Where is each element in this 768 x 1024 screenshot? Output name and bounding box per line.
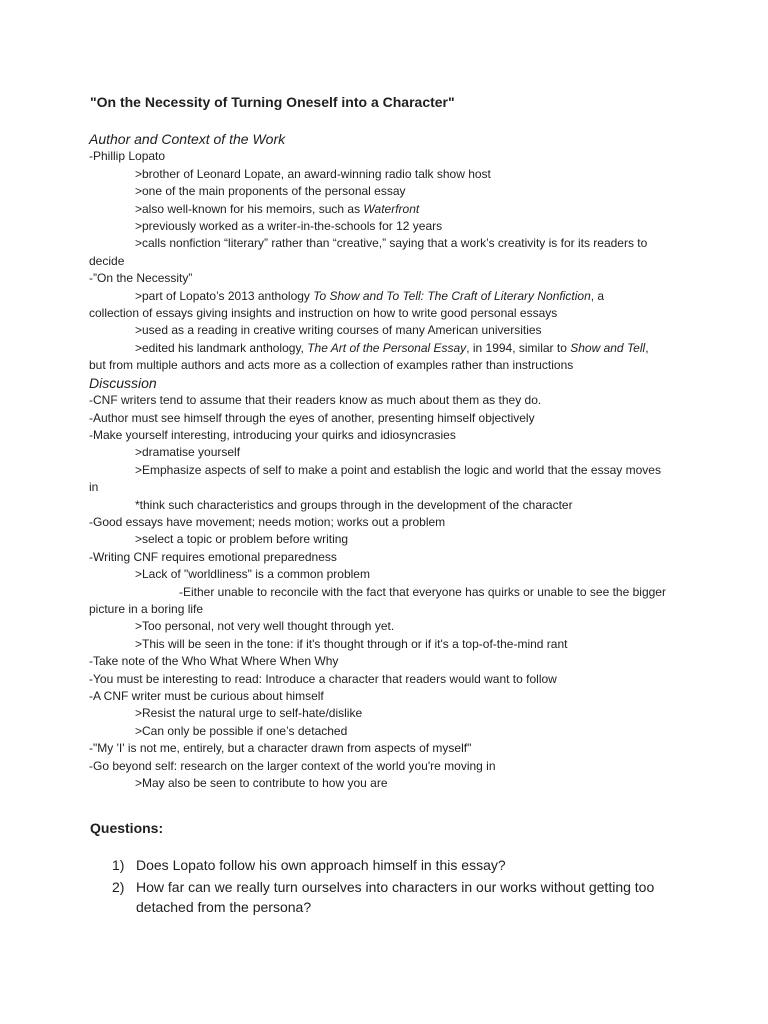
document-title: "On the Necessity of Turning Oneself into a Character" <box>90 94 455 110</box>
notes-body <box>89 131 689 792</box>
memoir-title: Waterfront <box>363 201 420 216</box>
author-point: >previously worked as a writer-in-the-schools for 12 years <box>135 219 443 234</box>
essay-point-anthology <box>89 288 689 305</box>
author-point: >brother of Leonard Lopate, an award-winning radio talk show host <box>135 166 491 181</box>
section-heading-discussion: Discussion <box>89 374 157 391</box>
discussion-subpoint: >select a topic or problem before writing <box>135 532 349 547</box>
discussion-subpoint: >Emphasize aspects of self to make a point and establish the logic and world that the essay moves <box>135 462 661 477</box>
questions-list <box>90 855 690 919</box>
discussion-line: -You must be interesting to read: Introduce a character that readers would want to follow <box>89 671 557 686</box>
essay-name-line: -”On the Necessity” <box>89 271 193 286</box>
section-heading-author-context: Author and Context of the Work <box>89 131 286 147</box>
edited-text-post: , <box>645 340 649 355</box>
essay-point-anthology-continuation: collection of essays giving insights and instruction on how to write good personal essays <box>89 306 558 321</box>
anthology-text-post: , a <box>590 288 605 303</box>
essay-point: >used as a reading in creative writing courses of many American universities <box>135 323 542 338</box>
edited-title: The Art of the Personal Essay <box>307 340 467 355</box>
author-point: >one of the main proponents of the personal essay <box>135 184 406 199</box>
question-number: 1) <box>112 857 125 873</box>
discussion-line: -Good essays have movement; needs motion; works out a problem <box>89 514 446 529</box>
discussion-subpoint: >Resist the natural urge to self-hate/dislike <box>135 706 363 721</box>
question-item <box>90 855 690 875</box>
anthology-text: >part of Lopato’s 2013 anthology <box>135 288 314 303</box>
discussion-subsubpoint-continuation: picture in a boring life <box>89 601 204 616</box>
author-name-line: -Phillip Lopato <box>89 149 166 164</box>
discussion-line: -Take note of the Who What Where When Why <box>89 654 339 669</box>
edited-text: >edited his landmark anthology, <box>135 340 308 355</box>
discussion-subpoint: >This will be seen in the tone: if it's thought through or if it's a top-of-the-mind rant <box>135 636 568 651</box>
question-text: Does Lopato follow his own approach himself in this essay? <box>136 857 506 873</box>
questions-heading: Questions: <box>90 820 164 836</box>
question-number: 2) <box>112 879 125 895</box>
discussion-line: -A CNF writer must be curious about himself <box>89 689 324 703</box>
question-item <box>90 877 690 917</box>
question-text: How far can we really turn ourselves into characters in our works without getting too detached from the persona? <box>136 879 655 915</box>
discussion-line: -Go beyond self: research on the larger context of the world you're moving in <box>89 758 496 773</box>
discussion-note: *think such characteristics and groups through in the development of the character <box>135 497 573 512</box>
discussion-line: -CNF writers tend to assume that their readers know as much about them as they do. <box>89 393 542 408</box>
memoir-text: >also well-known for his memoirs, such as <box>135 201 364 216</box>
author-point-calls: >calls nonfiction “literary” rather than “creative,” saying that a work’s creativity is for its readers to <box>135 236 648 251</box>
discussion-subpoint-continuation: in <box>89 480 99 495</box>
essay-point-edited-continuation: but from multiple authors and acts more as a collection of examples rather than instructions <box>89 358 574 373</box>
discussion-quote: -"My 'I' is not me, entirely, but a character drawn from aspects of myself" <box>89 741 472 756</box>
discussion-subpoint: >Can only be possible if one’s detached <box>135 723 348 738</box>
essay-point-edited <box>89 340 689 357</box>
discussion-line: -Make yourself interesting, introducing your quirks and idiosyncrasies <box>89 427 456 442</box>
discussion-subpoint: >May also be seen to contribute to how you are <box>135 776 388 791</box>
anthology-title: To Show and To Tell: The Craft of Literary Nonfiction <box>313 288 591 303</box>
discussion-line: -Author must see himself through the eyes of another, presenting himself objectively <box>89 410 535 425</box>
edited-title-2: Show and Tell <box>570 340 646 355</box>
discussion-subsubpoint: -Either unable to reconcile with the fact that everyone has quirks or unable to see the bigger <box>179 584 666 599</box>
discussion-subpoint: >Too personal, not very well thought through yet. <box>135 619 395 634</box>
discussion-subpoint: >dramatise yourself <box>135 445 241 460</box>
author-point-calls-continuation: decide <box>89 253 125 268</box>
discussion-line: -Writing CNF requires emotional preparedness <box>89 549 337 564</box>
edited-text-mid: , in 1994, similar to <box>466 340 571 355</box>
discussion-subpoint: >Lack of "worldliness" is a common problem <box>135 567 370 582</box>
author-point-memoir <box>89 201 689 218</box>
